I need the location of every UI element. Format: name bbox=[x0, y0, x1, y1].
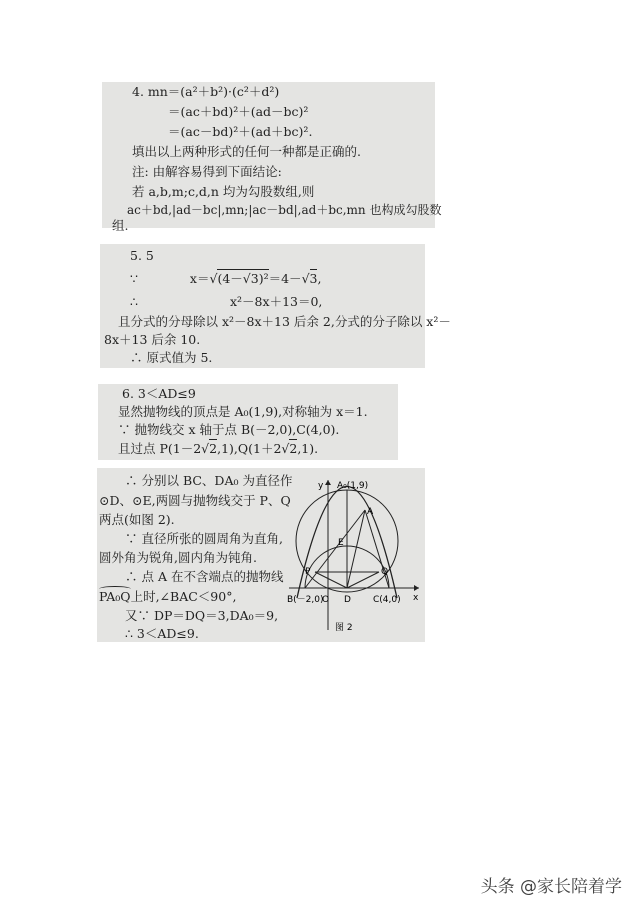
text-line: ∵ 直径所张的圆周角为直角, bbox=[125, 531, 283, 546]
label-c: C(4,0) bbox=[373, 595, 401, 605]
label-a: A bbox=[367, 507, 374, 517]
eq-part: 2 bbox=[289, 441, 298, 456]
text-line: 4. mn＝(a²＋b²)·(c²＋d²) bbox=[132, 84, 280, 99]
figure-caption: 图 2 bbox=[335, 623, 353, 633]
text-line bbox=[130, 271, 321, 287]
text-line: ∴ 原式值为 5. bbox=[130, 350, 213, 365]
label-q: Q bbox=[381, 567, 389, 577]
label-d: D bbox=[344, 595, 351, 605]
text-line: ∴ 3＜AD≤9. bbox=[125, 626, 199, 641]
eq-part: ＝4－ bbox=[268, 271, 302, 286]
text-line: 注: 由解容易得到下面结论: bbox=[132, 164, 282, 179]
segment-dp bbox=[315, 572, 347, 588]
because-symbol: ∵ bbox=[130, 271, 138, 286]
text-line: 两点(如图 2). bbox=[99, 512, 175, 527]
text-line: 组. bbox=[112, 218, 129, 233]
text-line: 5. 5 bbox=[130, 248, 154, 263]
text-line: x²－8x＋13＝0, bbox=[230, 294, 323, 309]
sqrt-radical: √ bbox=[209, 271, 218, 286]
eq-part: 3 bbox=[309, 271, 318, 286]
therefore-symbol: ∴ bbox=[130, 294, 138, 309]
text-line: ∵ 抛物线交 x 轴于点 B(－2,0),C(4,0). bbox=[118, 422, 340, 437]
text-line: ＝(ac＋bd)²＋(ad－bc)² bbox=[168, 104, 309, 119]
text-line: ac＋bd,|ad－bc|,mn;|ac－bd|,ad＋bc,mn 也构成勾股数 bbox=[127, 203, 442, 217]
watermark: 头条 @家长陪着学 bbox=[480, 877, 622, 897]
eq-part: 上时,∠BAC＜90°, bbox=[130, 589, 237, 604]
sqrt-radical: √ bbox=[281, 441, 290, 456]
sqrt-radical: √ bbox=[301, 271, 310, 286]
label-p: P bbox=[305, 567, 311, 577]
label-y: y bbox=[318, 481, 324, 491]
scan-block-2 bbox=[100, 244, 451, 368]
label-o: O bbox=[322, 595, 330, 605]
label-e: E bbox=[338, 538, 344, 548]
text-line: 6. 3＜AD≤9 bbox=[122, 386, 196, 401]
text-line: 若 a,b,m;c,d,n 均为勾股数组,则 bbox=[132, 184, 315, 199]
text-line: 显然抛物线的顶点是 A₀(1,9),对称轴为 x＝1. bbox=[118, 404, 368, 419]
eq-lhs: x＝ bbox=[189, 271, 210, 286]
arc-label: PA₀Q bbox=[99, 589, 131, 604]
text-line: ⊙D、⊙E,两圆与抛物线交于 P、Q bbox=[99, 493, 291, 508]
segment-dq bbox=[347, 572, 379, 588]
sqrt-radical: √ bbox=[201, 441, 210, 456]
text-line: ∴ 点 A 在不含端点的抛物线 bbox=[125, 569, 284, 584]
eq-part: 2 bbox=[209, 441, 218, 456]
label-a0: A₀(1,9) bbox=[337, 481, 369, 491]
scan-block-1 bbox=[102, 82, 442, 233]
eq-part: )² bbox=[258, 271, 269, 286]
text-line: ∴ 分别以 BC、DA₀ 为直径作 bbox=[125, 473, 293, 488]
text-line: 又∵ DP＝DQ＝3,DA₀＝9, bbox=[125, 608, 279, 623]
x-axis-arrow bbox=[414, 585, 419, 591]
label-b: B(－2,0) bbox=[287, 595, 324, 605]
scan-block-4 bbox=[97, 468, 425, 642]
text-line: 且分式的分母除以 x²－8x＋13 后余 2,分式的分子除以 x²－ bbox=[118, 314, 451, 329]
eq-part: 且过点 P(1－2 bbox=[118, 441, 202, 456]
eq-part: 3 bbox=[250, 271, 259, 286]
eq-part: ,1),Q(1＋2 bbox=[217, 441, 282, 456]
scan-block-3 bbox=[98, 384, 398, 460]
text-line bbox=[118, 441, 318, 457]
figure-2 bbox=[285, 470, 423, 640]
text-line: 8x＋13 后余 10. bbox=[104, 332, 201, 347]
text-line bbox=[99, 589, 236, 605]
text-line: 圆外角为锐角,圆内角为钝角. bbox=[99, 550, 257, 565]
eq-part: ,1). bbox=[297, 441, 319, 456]
text-line: ＝(ac－bd)²＋(ad＋bc)². bbox=[168, 124, 313, 139]
eq-part: (4－ bbox=[217, 271, 243, 286]
label-x: x bbox=[413, 593, 419, 603]
y-axis-arrow bbox=[325, 480, 331, 485]
sqrt-radical: √ bbox=[242, 271, 251, 286]
sqrt-body bbox=[217, 269, 268, 286]
text-line: 填出以上两种形式的任何一种都是正确的. bbox=[132, 144, 361, 159]
eq-part: , bbox=[317, 271, 322, 286]
